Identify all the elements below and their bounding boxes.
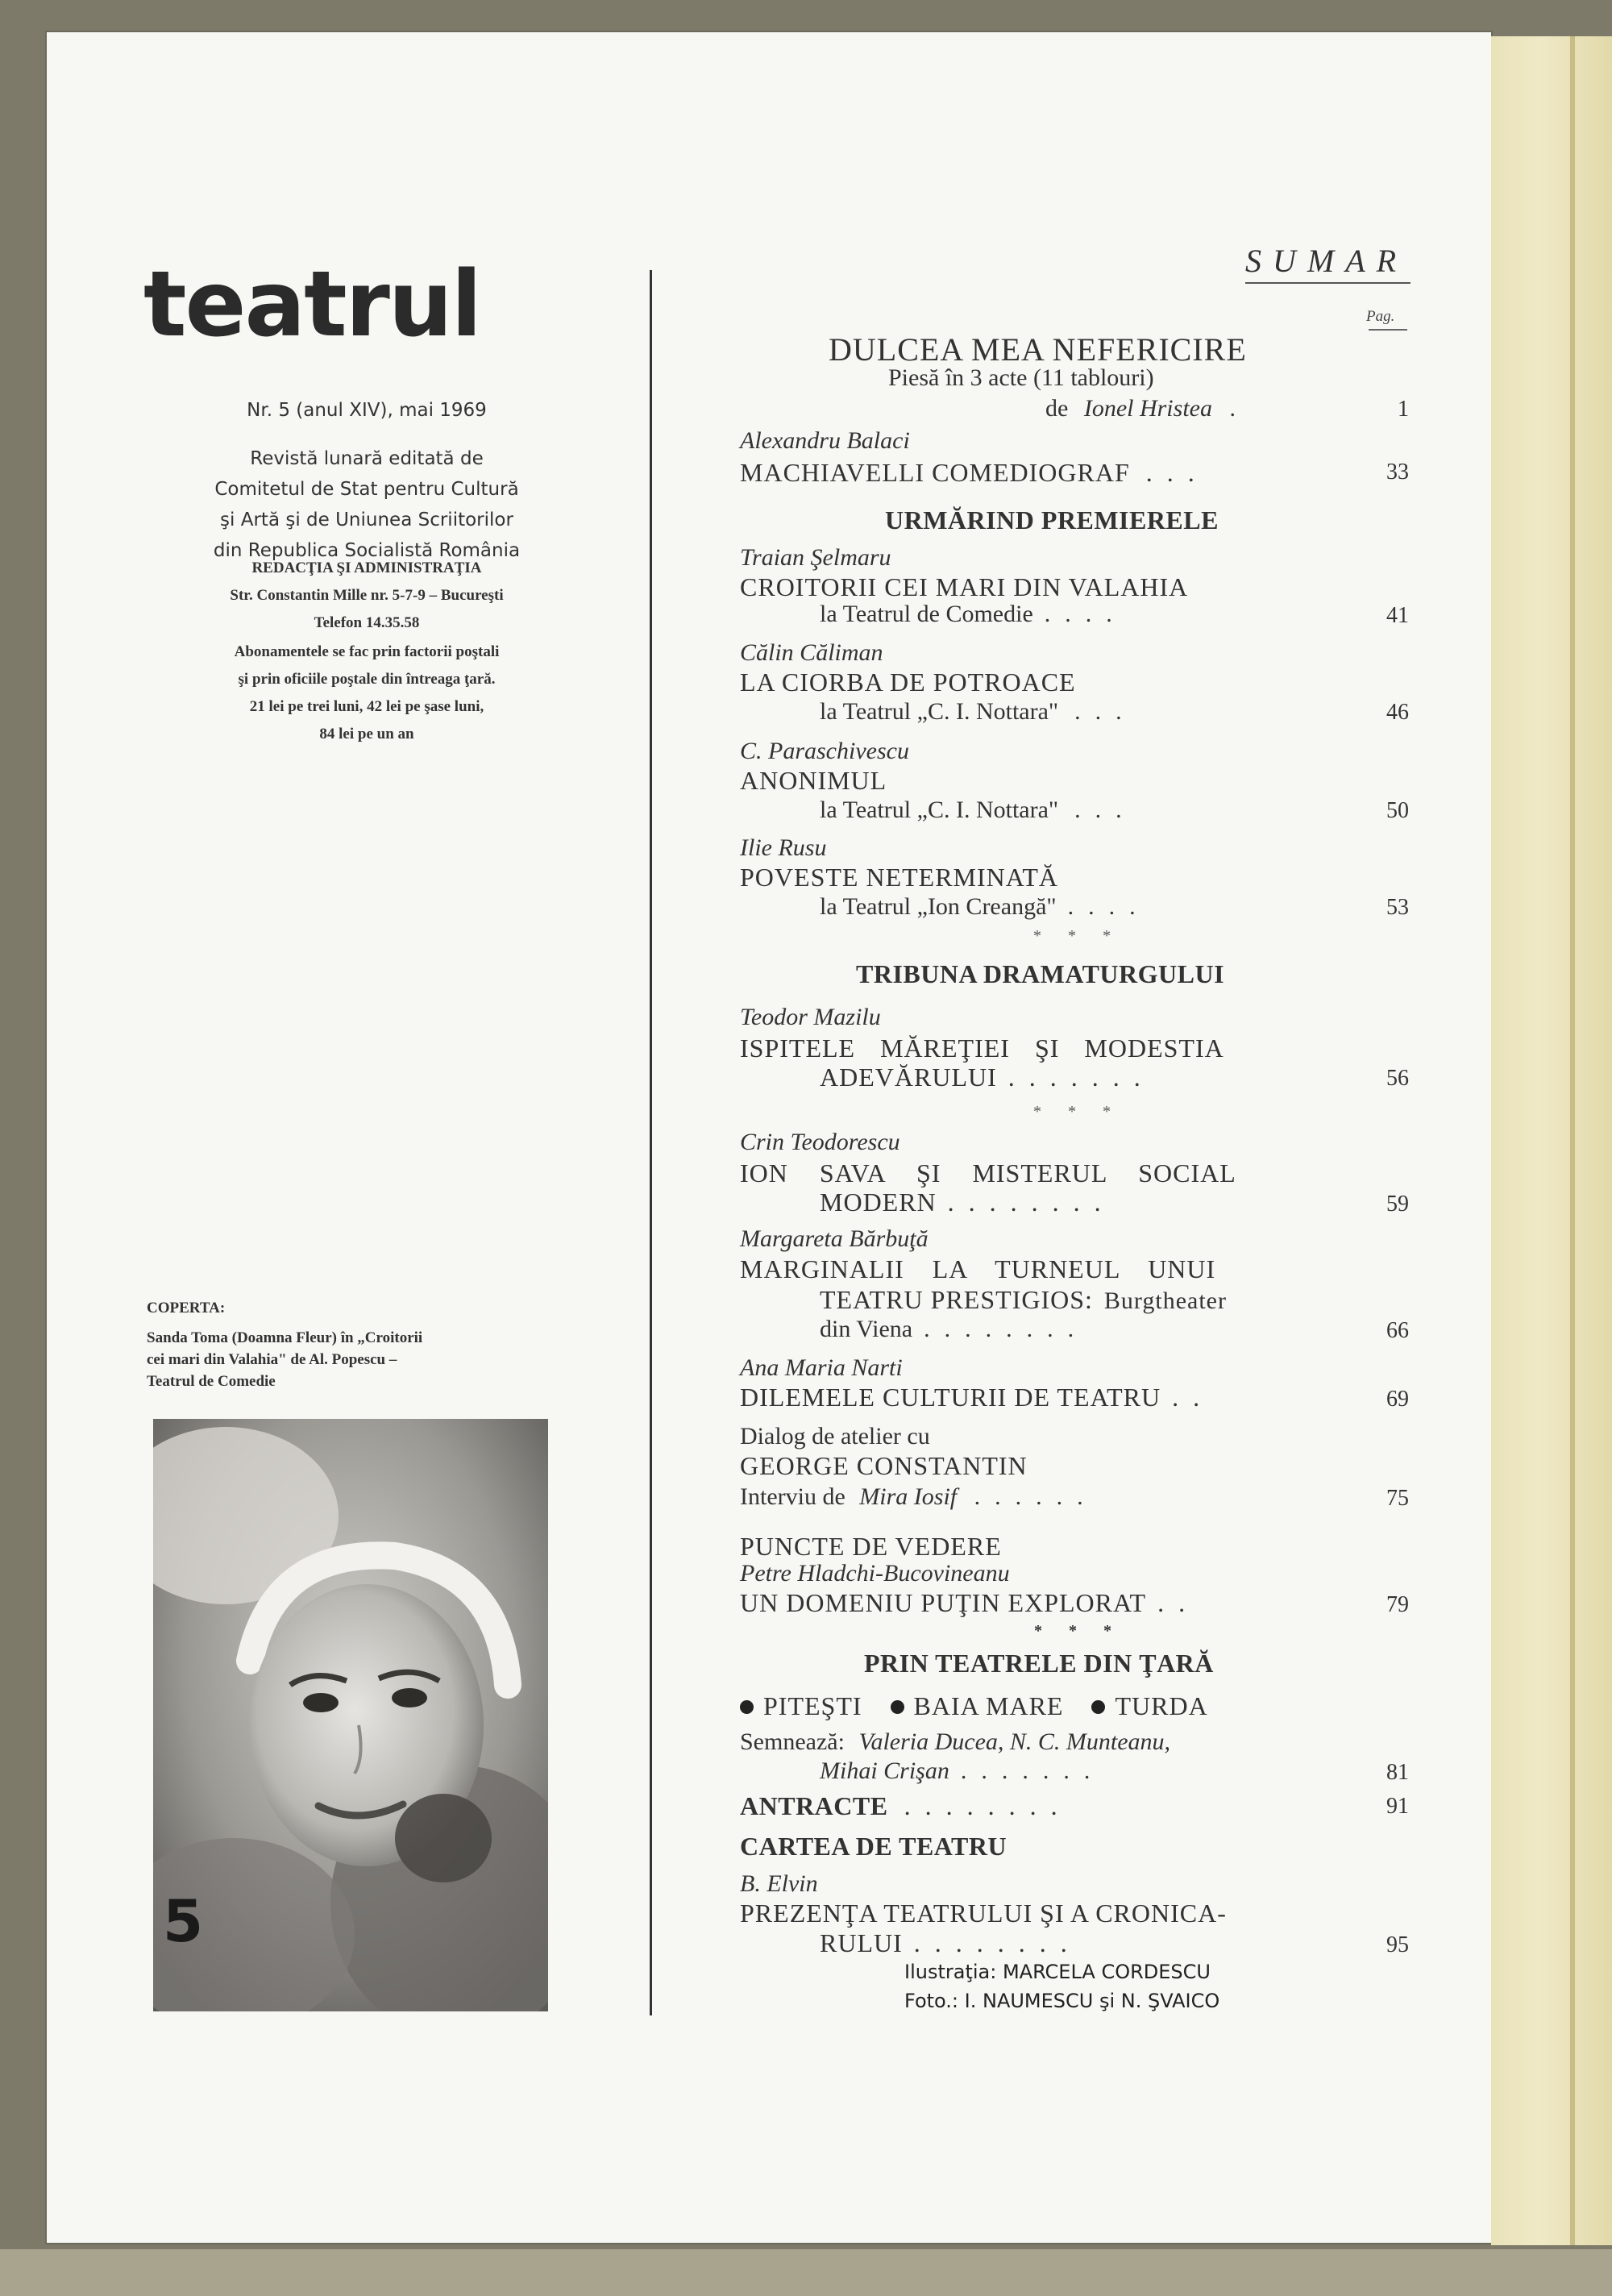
toc-entry-title[interactable]: UN DOMENIU PUŢIN EXPLORAT .. [740,1588,1200,1617]
redactie-line: Str. Constantin Mille nr. 5-7-9 – Bucureşti [230,587,504,604]
toc-entry-author: Teodor Mazilu [740,1004,881,1030]
toc-entry-author: Ionel Hristea [1083,395,1212,422]
separator-stars: * * * [1033,1103,1122,1121]
cover-portrait-image [153,1419,548,2011]
toc-page-number: 95 [1386,1932,1409,1957]
toc-entry-title[interactable]: POVESTE NETERMINATĂ [740,863,1058,892]
toc-entry-title[interactable]: GEORGE CONSTANTIN [740,1451,1028,1480]
byline-prefix: de [1045,395,1069,422]
toc-page-number: 56 [1386,1066,1409,1091]
city-name[interactable]: BAIA MARE [913,1691,1064,1720]
toc-page-number: 75 [1386,1486,1409,1511]
cover-caption-line: cei mari din Valahia" de Al. Popescu – [147,1351,397,1368]
toc-entry-title-continued: RULUI ........ [820,1928,1082,1957]
toc-entry-author: Margareta Bărbuţă [740,1225,929,1252]
cover-caption-line: Teatrul de Comedie [147,1373,276,1390]
toc-entry-author: Călin Căliman [740,639,883,666]
column-divider [650,270,652,2015]
toc-page-number: 33 [1386,460,1409,485]
signers-authors: Valeria Ducea, N. C. Munteanu, [858,1728,1171,1755]
signers-authors: Mihai Crişan [820,1757,949,1784]
toc-entry-author: Ilie Rusu [740,834,827,861]
toc-page-number: 1 [1398,397,1409,422]
toc-page-number: 46 [1386,700,1409,725]
venue-text: la Teatrul de Comedie [820,601,1033,627]
toc-page-number: 91 [1386,1794,1409,1819]
toc-entry-title-continued: MODERN ........ [820,1188,1116,1217]
photo-credit: Foto.: I. NAUMESCU şi N. ŞVAICO [904,1990,1220,2012]
binding-edge [1570,36,1575,2245]
toc-page-number: 50 [1386,798,1409,823]
toc-entry-venue: la Teatrul „C. I. Nottara" ... [820,797,1136,823]
toc-heading-underline [1245,282,1410,284]
toc-section-heading: URMĂRIND PREMIERELE [885,505,1219,534]
toc-page-number: 69 [1386,1387,1409,1412]
toc-section-heading: CARTEA DE TEATRU [740,1832,1008,1861]
toc-heading: SUMAR [1245,243,1408,279]
title-continued-venue: Burgtheater [1103,1287,1227,1314]
toc-entry-title[interactable]: DULCEA MEA NEFERICIRE [829,331,1247,368]
toc-rubric-label: PUNCTE DE VEDERE [740,1532,1002,1561]
publisher-line: Comitetul de Stat pentru Cultură [214,479,519,500]
venue-text: la Teatrul „C. I. Nottara" [820,797,1059,823]
toc-entry-author: C. Paraschivescu [740,738,909,764]
toc-entry-title[interactable]: CROITORII CEI MARI DIN VALAHIA [740,572,1189,601]
bullet-icon [1091,1700,1105,1714]
toc-entry-author: Mira Iosif [859,1483,958,1510]
toc-page-number: 59 [1386,1192,1409,1217]
publisher-info [133,443,600,566]
toc-entry-title[interactable]: LA CIORBA DE POTROACE [740,668,1076,697]
abonament-line: 84 lei pe un an [319,726,414,742]
bullet-icon [740,1700,754,1714]
toc-page-number: 41 [1386,603,1409,628]
bullet-icon [891,1700,904,1714]
toc-entry-venue: la Teatrul de Comedie .... [820,601,1127,627]
toc-page-number: 79 [1386,1592,1409,1617]
toc-entry-byline: de Ionel Hristea . [1045,395,1250,422]
venue-text: la Teatrul „Ion Creangă" [820,893,1057,920]
toc-entry-title-continued [820,1285,1227,1315]
toc-entry-title-text: ANTRACTE [740,1791,888,1820]
title-continued-text: RULUI [820,1928,903,1957]
scan-bottom-edge [0,2249,1612,2296]
toc-entry-title[interactable]: MACHIAVELLI COMEDIOGRAF ... [740,458,1209,487]
subscription-info [133,638,600,748]
toc-entry-venue: la Teatrul „Ion Creangă" .... [820,893,1150,920]
separator-stars: * * * [1034,1622,1123,1640]
redactie-line: REDACŢIA ŞI ADMINISTRAŢIA [251,559,482,576]
publisher-line: şi Artă şi de Uniunea Scriitorilor [220,510,513,530]
editorial-office [133,555,600,637]
issue-info: Nr. 5 (anul XIV), mai 1969 [247,400,487,421]
toc-page-number: 66 [1386,1318,1409,1343]
toc-section-heading: PRIN TEATRELE DIN ŢARĂ [864,1649,1214,1678]
toc-entry-title[interactable]: ISPITELE MĂREŢIEI ŞI MODESTIA [740,1034,1224,1063]
toc-page-number: 81 [1386,1760,1409,1785]
cover-photo [153,1419,548,2011]
cover-caption-label: COPERTA: [147,1300,226,1316]
toc-entry-title-continued: ADEVĂRULUI ....... [820,1063,1155,1092]
toc-entry-signers [740,1728,1170,1756]
toc-entry-subtitle: Piesă în 3 acte (11 tablouri) [888,364,1154,391]
signers-prefix: Semnează: [740,1728,845,1755]
toc-entry-author: Traian Şelmaru [740,544,891,571]
toc-entry-title[interactable]: PREZENŢA TEATRULUI ŞI A CRONICA- [740,1899,1227,1928]
magazine-logo: teatrul [143,252,480,357]
byline-prefix: Interviu de [740,1483,845,1510]
page-column-label: Pag. [1366,308,1395,325]
toc-entry-title[interactable]: MARGINALII LA TURNEUL UNUI [740,1254,1216,1283]
toc-entry-preface: Dialog de atelier cu [740,1423,930,1450]
toc-entry-title[interactable]: ANONIMUL [740,766,887,795]
toc-entry-venue: din Viena ........ [820,1316,1089,1342]
cover-caption-line: Sanda Toma (Doamna Fleur) în „Croitorii [147,1329,423,1346]
abonament-line: şi prin oficiile poştale din întreaga ţară. [238,671,496,688]
toc-entry-author: Alexandru Balaci [740,427,910,454]
toc-entry-signers-continued: Mihai Crişan ....... [820,1757,1105,1784]
toc-entry-author: B. Elvin [740,1870,818,1897]
toc-entry-title[interactable]: DILEMELE CULTURII DE TEATRU .. [740,1383,1215,1412]
venue-text: din Viena [820,1316,913,1342]
toc-entry-title[interactable]: ION SAVA ŞI MISTERUL SOCIAL [740,1158,1236,1188]
illustration-credit: Ilustraţia: MARCELA CORDESCU [904,1961,1211,1983]
toc-entry-venue: la Teatrul „C. I. Nottara" ... [820,698,1136,725]
cover-issue-number: 5 [163,1887,204,1955]
toc-entry-author: Crin Teodorescu [740,1129,900,1155]
title-continued-text: ADEVĂRULUI [820,1063,997,1092]
publisher-line: din Republica Socialistă România [213,540,521,561]
page-column-underline [1369,329,1407,331]
binding-strip [1491,36,1612,2245]
toc-entry-title-text: MACHIAVELLI COMEDIOGRAF [740,458,1130,487]
city-name[interactable]: PITEŞTI [763,1691,862,1720]
abonament-line: 21 lei pe trei luni, 42 lei pe şase luni, [249,698,484,715]
title-continued-text: MODERN [820,1188,937,1217]
redactie-line: Telefon 14.35.58 [314,614,420,631]
city-name[interactable]: TURDA [1115,1691,1208,1720]
abonament-line: Abonamentele se fac prin factorii poştali [234,643,500,660]
publisher-line: Revistă lunară editată de [250,448,484,469]
title-continued-text: TEATRU PRESTIGIOS: [820,1285,1093,1314]
cover-caption [147,1327,582,1392]
toc-entry-author: Ana Maria Narti [740,1354,903,1381]
toc-section-heading: TRIBUNA DRAMATURGULUI [856,959,1225,988]
toc-entry-title[interactable]: ANTRACTE ........ [740,1791,1072,1820]
toc-entry-title-text: DILEMELE CULTURII DE TEATRU [740,1383,1161,1412]
separator-stars: * * * [1033,927,1122,945]
toc-page-number: 53 [1386,895,1409,920]
toc-entry-author: Petre Hladchi-Bucovineanu [740,1560,1010,1587]
toc-entry-title-text: UN DOMENIU PUŢIN EXPLORAT [740,1588,1147,1617]
toc-city-list [740,1691,1208,1721]
toc-entry-byline: Interviu de Mira Iosif ...... [740,1483,1098,1510]
venue-text: la Teatrul „C. I. Nottara" [820,698,1059,725]
